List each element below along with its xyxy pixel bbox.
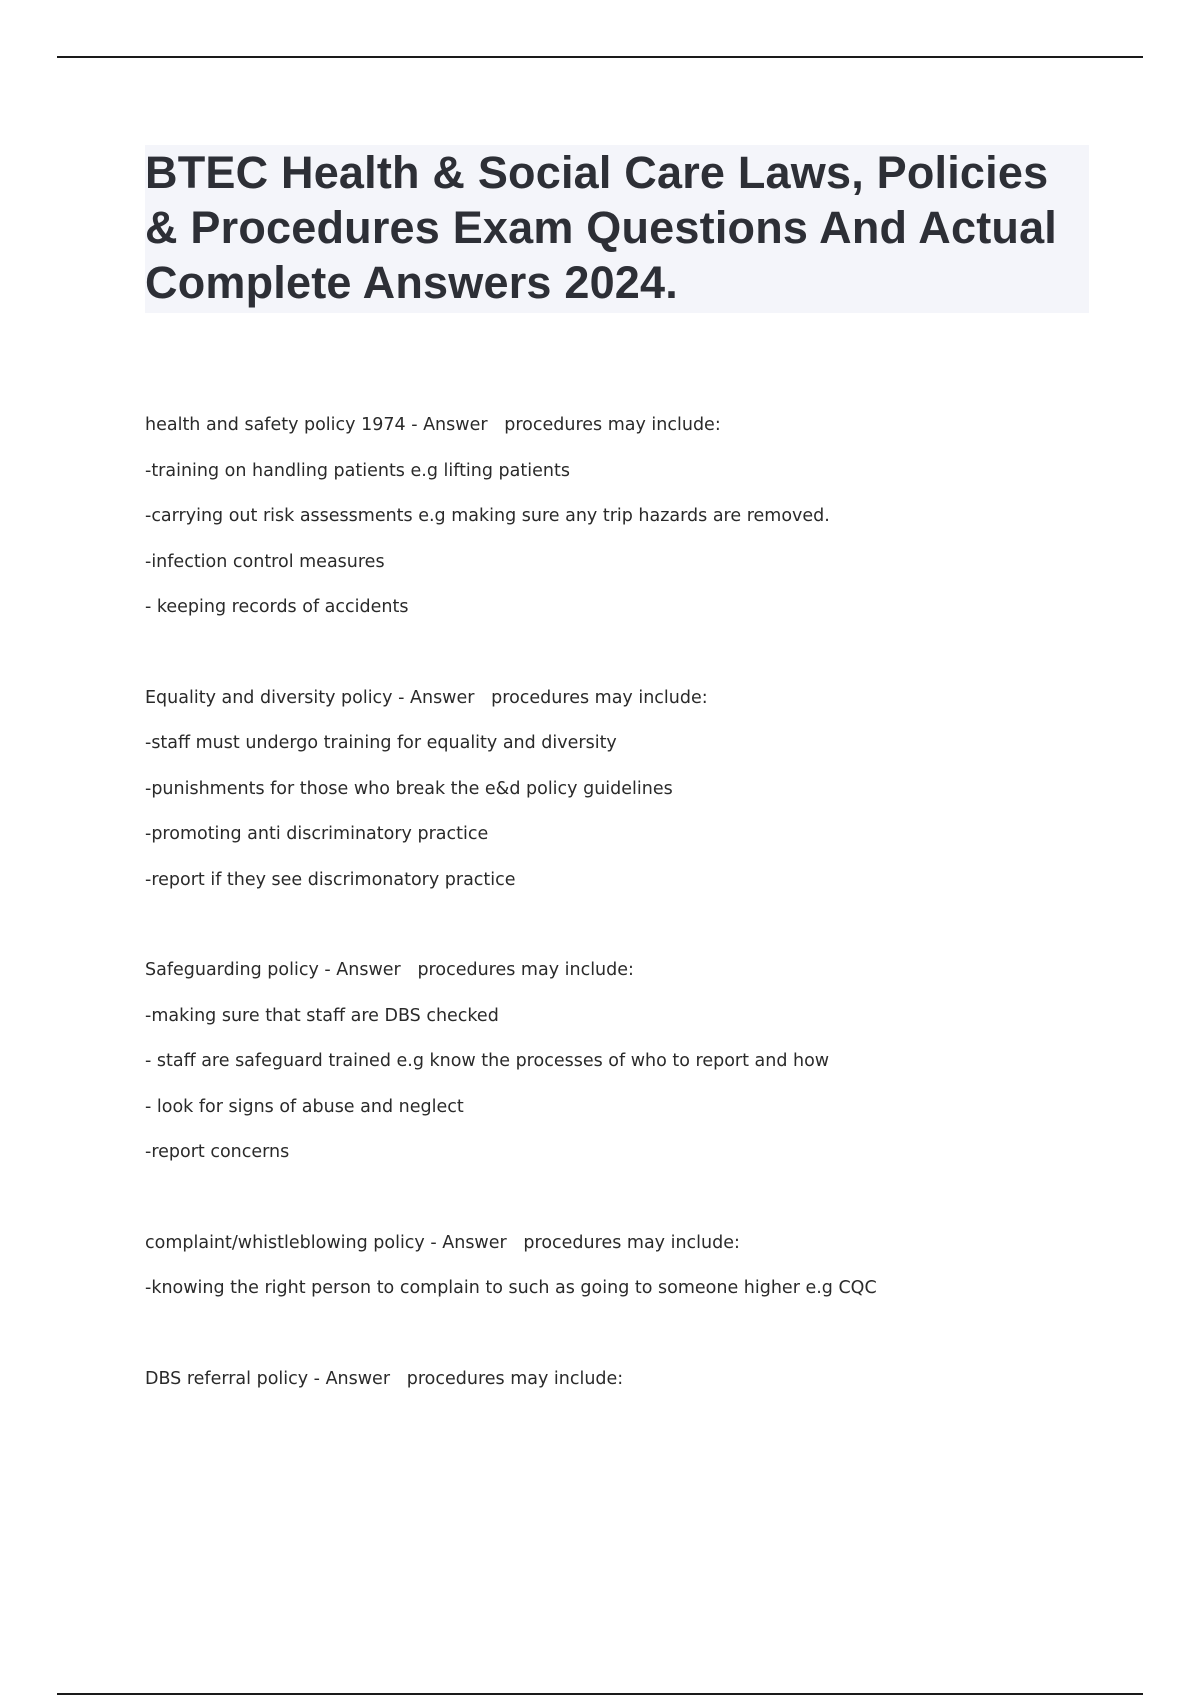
answer-label: Answer — [325, 1368, 391, 1389]
answer-label: Answer — [442, 1232, 507, 1253]
answer-item: - staff are safeguard trained e.g know the processes of who to report and how — [145, 1051, 830, 1071]
question-text: complaint/whistleblowing policy — [145, 1232, 425, 1253]
answer-item: -infection control measures — [145, 551, 385, 572]
bottom-rule — [57, 1693, 1143, 1695]
question-text: DBS referral policy — [145, 1368, 309, 1389]
answer-item: -making sure that staff are DBS checked — [145, 1005, 499, 1026]
answer-item: -punishments for those who break the e&d policy guidelines — [145, 778, 673, 799]
answer-item: -carrying out risk assessments e.g making sure any trip hazards are removed. — [145, 506, 830, 526]
answer-item: -report concerns — [145, 1142, 290, 1162]
answer-intro: procedures may include: — [406, 1368, 624, 1389]
answer-item: -staff must undergo training for equality and diversity — [145, 733, 617, 753]
top-rule — [57, 56, 1143, 58]
answer-intro: procedures may include: — [417, 960, 634, 980]
qa-list — [145, 403, 1105, 1447]
answer-intro: procedures may include: — [504, 415, 721, 435]
question-text: health and safety policy 1974 — [145, 415, 406, 435]
answer-intro: procedures may include: — [491, 687, 708, 708]
question-text: Equality and diversity policy — [145, 687, 393, 708]
answer-item: - look for signs of abuse and neglect — [145, 1096, 464, 1117]
qa-section — [145, 403, 1105, 631]
qa-section — [145, 1221, 1105, 1312]
answer-item: -training on handling patients e.g lifting patients — [145, 460, 570, 481]
question-line: Safeguarding policy - Answer procedures may include: — [145, 960, 634, 980]
qa-section — [145, 948, 1105, 1176]
document-title: BTEC Health & Social Care Laws, Policies & Procedures Exam Questions And Actual Complete Answers 2024. — [145, 147, 1057, 308]
title-block — [145, 145, 1089, 313]
answer-item: - keeping records of accidents — [145, 597, 409, 617]
qa-section — [145, 676, 1105, 904]
answer-label: Answer — [423, 415, 488, 435]
question-line: health and safety policy 1974 - Answer procedures may include: — [145, 415, 721, 435]
answer-item: -knowing the right person to complain to such as going to someone higher e.g CQC — [145, 1278, 877, 1298]
answer-label: Answer — [410, 687, 475, 708]
qa-section — [145, 1357, 1105, 1403]
question-line: complaint/whistleblowing policy - Answer procedures may include: — [145, 1232, 740, 1253]
question-line: DBS referral policy - Answer procedures may include: — [145, 1368, 624, 1389]
answer-item: -promoting anti discriminatory practice — [145, 824, 489, 844]
question-text: Safeguarding policy — [145, 960, 319, 980]
answer-label: Answer — [336, 960, 401, 980]
answer-item: -report if they see discrimonatory practice — [145, 869, 516, 890]
answer-intro: procedures may include: — [523, 1232, 740, 1253]
question-line: Equality and diversity policy - Answer procedures may include: — [145, 687, 708, 708]
